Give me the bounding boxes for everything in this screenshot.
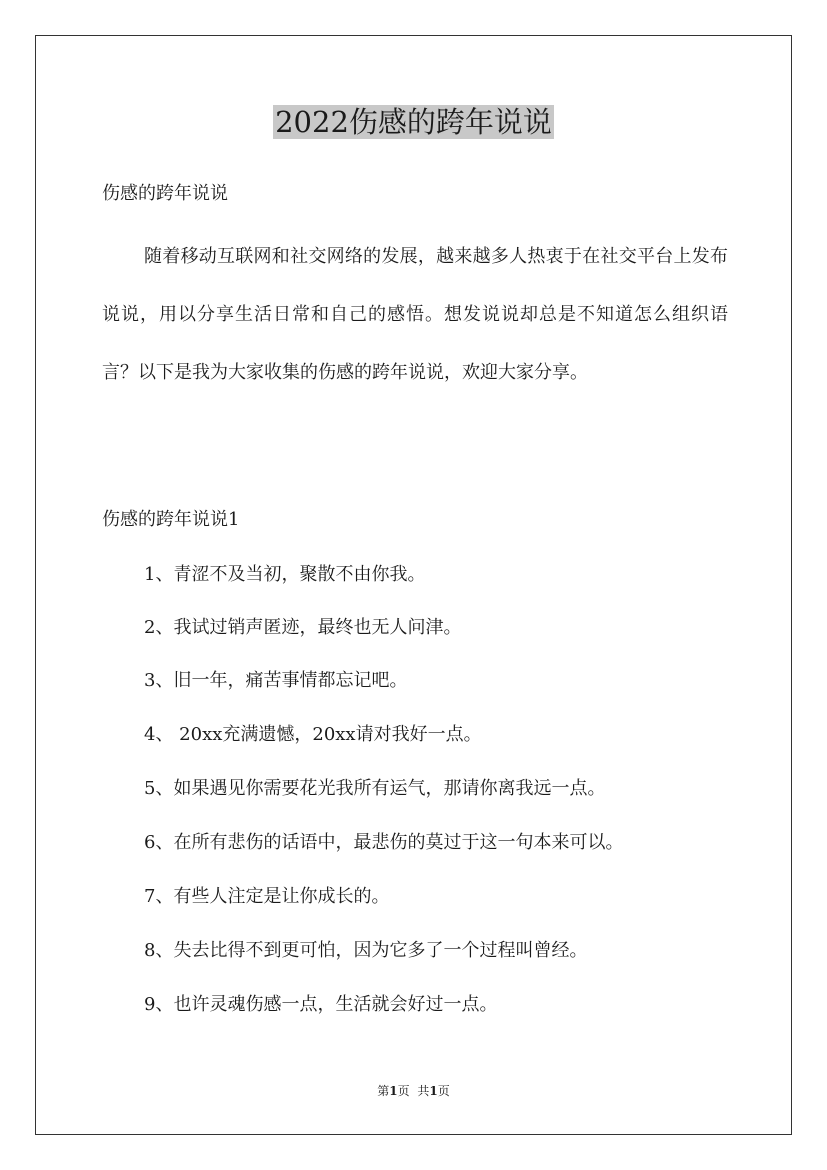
document-title-text: 2022伤感的跨年说说: [275, 105, 552, 139]
total-suffix: 页: [437, 1084, 450, 1098]
total-prefix: 共: [417, 1084, 430, 1098]
document-title: [0, 102, 827, 142]
total-pages: 1: [429, 1084, 438, 1098]
list-item: 7、有些人注定是让你成长的。: [144, 886, 390, 907]
section-heading: 伤感的跨年说说: [102, 183, 228, 204]
list-item: 9、也许灵魂伤感一点，生活就会好过一点。: [144, 994, 498, 1015]
page-prefix: 第: [377, 1084, 390, 1098]
list-item: 8、失去比得不到更可怕，因为它多了一个过程叫曾经。: [144, 940, 588, 961]
list-item: 2、我试过销声匿迹，最终也无人问津。: [144, 617, 462, 638]
page-suffix: 页: [397, 1084, 410, 1098]
list-item: 3、旧一年，痛苦事情都忘记吧。: [144, 670, 408, 691]
list-item: 4、 20xx充满遗憾，20xx请对我好一点。: [144, 724, 482, 745]
intro-paragraph: 随着移动互联网和社交网络的发展，越来越多人热衷于在社交平台上发布说说，用以分享生活日常和自己的感悟。想发说说却总是不知道怎么组织语言？以下是我为大家收集的伤感的跨年说说，欢迎大家分享。: [102, 246, 728, 383]
page-footer: [0, 1083, 827, 1099]
list-item: 5、如果遇见你需要花光我所有运气，那请你离我远一点。: [144, 778, 606, 799]
page-number: 1: [389, 1084, 398, 1098]
list-item: 1、青涩不及当初，聚散不由你我。: [144, 564, 426, 585]
section-heading-1: 伤感的跨年说说1: [102, 509, 240, 530]
list-item: 6、在所有悲伤的话语中，最悲伤的莫过于这一句本来可以。: [144, 832, 624, 853]
